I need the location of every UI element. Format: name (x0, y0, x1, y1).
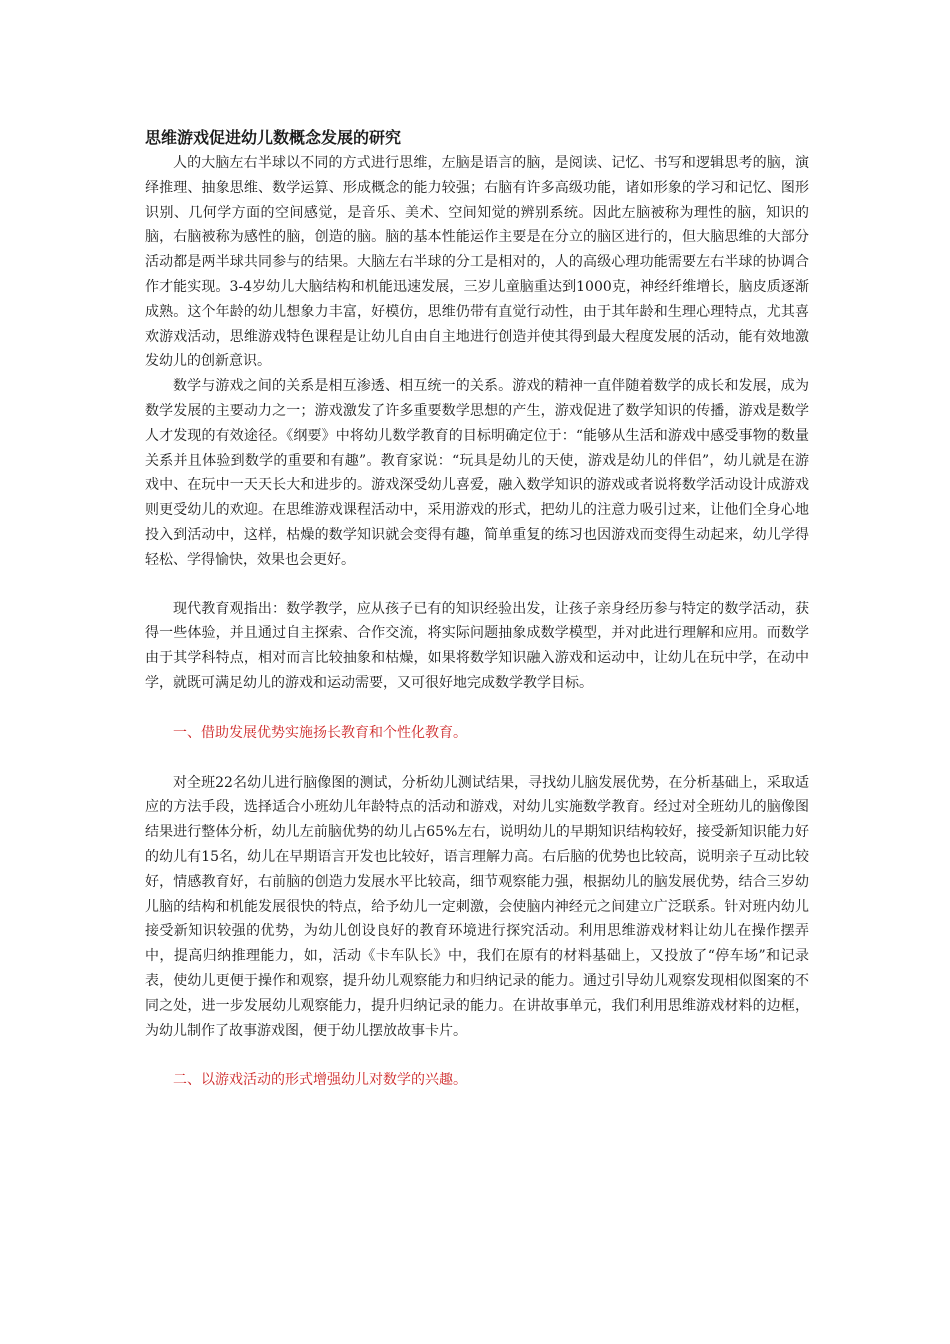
document-title: 思维游戏促进幼儿数概念发展的研究 (145, 128, 402, 147)
paragraph-modern-education: 现代教育观指出：数学教学，应从孩子已有的知识经验出发，让孩子亲身经历参与特定的数学活动，获得一些体验，并且通过自主探索、合作交流，将实际问题抽象成数学模型，并对此进行理解和应用。而数学由于其学科特点，相对而言比较抽象和枯燥，如果将数学知识融入游戏和运动中，让幼儿在玩中学，在动中学，就既可满足幼儿的游戏和运动需要，又可很好地完成数学教学目标。 (145, 600, 809, 691)
paragraph-brain-image-test: 对全班22名幼儿进行脑像图的测试，分析幼儿测试结果，寻找幼儿脑发展优势，在分析基础上，采取适应的方法手段，选择适合小班幼儿年龄特点的活动和游戏，对幼儿实施数学教育。经过对全班幼儿的脑像图结果进行整体分析，幼儿左前脑优势的幼儿占65%左右，说明幼儿的早期知识结构较好，接受新知识能力好的幼儿有15名，幼儿在早期语言开发也比较好，语言理解力高。右后脑的优势也比较高，说明亲子互动比较好，情感教育好，右前脑的创造力发展水平比较高，细节观察能力强，根据幼儿的脑发展优势，结合三岁幼儿脑的结构和机能发展很快的特点，给予幼儿一定刺激，会使脑内神经元之间建立广泛联系。针对班内幼儿接受新知识较强的优势，为幼儿创设良好的教育环境进行探究活动。利用思维游戏材料让幼儿在操作摆弄中，提高归纳推理能力，如，活动《卡车队长》中，我们在原有的材料基础上，又投放了“停车场”和记录表，使幼儿更便于操作和观察，提升幼儿观察能力和归纳记录的能力。通过引导幼儿观察发现相似图案的不同之处，进一步发展幼儿观察能力，提升归纳记录的能力。在讲故事单元，我们利用思维游戏材料的边框，为幼儿制作了故事游戏图，便于幼儿摆放故事卡片。 (145, 774, 809, 1039)
paragraph-spacer (145, 696, 809, 721)
paragraph-spacer (145, 573, 809, 597)
paragraph-spacer (145, 1043, 809, 1068)
section-heading-2: 二、以游戏活动的形式增强幼儿对数学的兴趣。 (173, 1072, 467, 1089)
section-heading-1: 一、借助发展优势实施扬长教育和个性化教育。 (173, 724, 467, 741)
paragraph-math-and-games: 数学与游戏之间的关系是相互渗透、相互统一的关系。游戏的精神一直伴随着数学的成长和发展，成为数学发展的主要动力之一；游戏激发了许多重要数学思想的产生，游戏促进了数学知识的传播，游戏是数学人才发现的有效途径。《纲要》中将幼儿数学教育的目标明确定位于：“能够从生活和游戏中感受事物的数量关系并且体验到数学的重要和有趣”。教育家说：“玩具是幼儿的天使，游戏是幼儿的伴侣”，幼儿就是在游戏中、在玩中一天天长大和进步的。游戏深受幼儿喜爱，融入数学知识的游戏或者说将数学活动设计成游戏则更受幼儿的欢迎。在思维游戏课程活动中，采用游戏的形式，把幼儿的注意力吸引过来，让他们全身心地投入到活动中，这样，枯燥的数学知识就会变得有趣，简单重复的练习也因游戏而变得生动起来，幼儿学得轻松、学得愉快，效果也会更好。 (145, 378, 809, 568)
document-page (145, 126, 809, 1093)
paragraph-spacer (145, 746, 809, 771)
paragraph-brain-hemispheres: 人的大脑左右半球以不同的方式进行思维，左脑是语言的脑，是阅读、记忆、书写和逻辑思考的脑，演绎推理、抽象思维、数学运算、形成概念的能力较强；右脑有许多高级功能，诸如形象的学习和记忆、图形识别、几何学方面的空间感觉，是音乐、美术、空间知觉的辨别系统。因此左脑被称为理性的脑，知识的脑，右脑被称为感性的脑，创造的脑。脑的基本性能运作主要是在分立的脑区进行的，但大脑思维的大部分活动都是两半球共同参与的结果。大脑左右半球的分工是相对的，人的高级心理功能需要左右半球的协调合作才能实现。3-4岁幼儿大脑结构和机能迅速发展，三岁儿童脑重达到1000克，神经纤维增长，脑皮质逐渐成熟。这个年龄的幼儿想象力丰富，好模仿，思维仍带有直觉行动性，由于其年龄和生理心理特点，尤其喜欢游戏活动，思维游戏特色课程是让幼儿自由自主地进行创造并使其得到最大程度发展的活动，能有效地激发幼儿的创新意识。 (145, 155, 809, 370)
